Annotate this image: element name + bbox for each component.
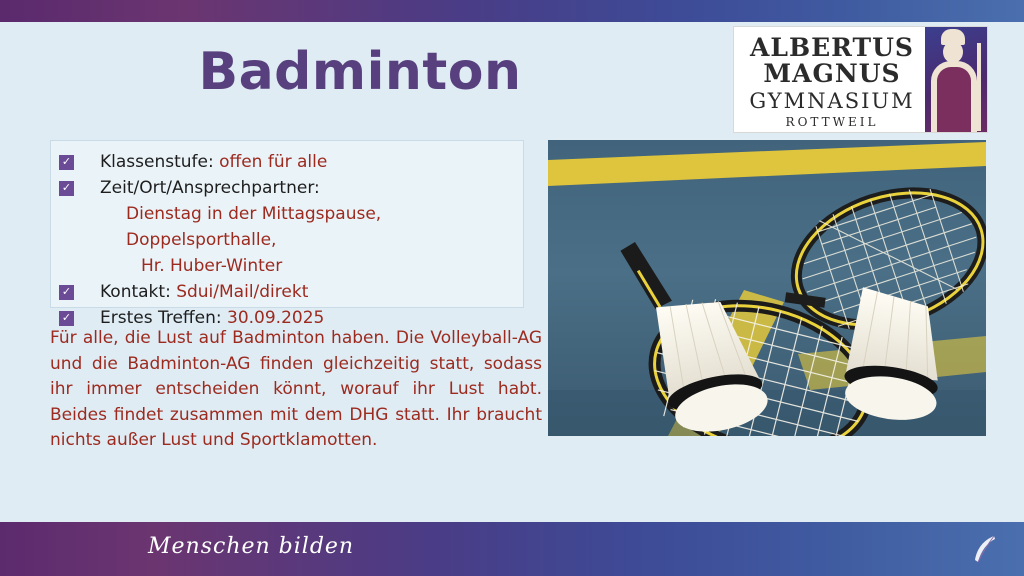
badminton-rackets-and-shuttlecocks-photo	[548, 140, 986, 436]
description-paragraph: Für alle, die Lust auf Badminton haben. Die Volleyball-AG und die Badminton-AG finden gleichzeitig statt, sodass ihr immer entscheiden könnt, worauf ihr Lust habt. Beides findet zusammen mit dem DHG statt. Ihr braucht nichts außer Lust und Sportklamotten.	[50, 328, 542, 450]
footer-slogan: Menschen bilden	[148, 534, 355, 559]
figure-head-shape	[943, 41, 963, 63]
logo-text	[742, 33, 922, 129]
check-icon: ✓	[59, 285, 74, 300]
sub-line-2: Hr. Huber-Winter	[141, 256, 283, 276]
check-icon: ✓	[59, 311, 74, 326]
check-icon: ✓	[59, 155, 74, 170]
logo-line-1: ALBERTUS	[750, 33, 914, 62]
figure-robe-shape	[937, 67, 971, 132]
quill-icon	[972, 534, 998, 564]
list-item	[51, 175, 523, 201]
list-item	[51, 279, 523, 305]
list-item-label: Kontakt:	[100, 282, 177, 302]
list-item-label: Zeit/Ort/Ansprechpartner:	[100, 178, 320, 198]
logo-line-2: MAGNUS	[763, 59, 901, 88]
list-item-text	[100, 279, 308, 305]
list-item-value: offen für alle	[219, 152, 328, 172]
school-logo	[733, 26, 988, 133]
list-item-text	[100, 149, 327, 175]
list-item-text	[100, 175, 320, 201]
sub-line-1: Dienstag in der Mittagspause, Doppelsporthalle,	[126, 204, 382, 250]
bishop-figure-icon	[925, 27, 987, 132]
logo-line-4: ROTTWEIL	[785, 115, 879, 129]
crosier-staff-shape	[977, 43, 981, 131]
page-title: Badminton	[198, 42, 522, 102]
info-box	[50, 140, 524, 328]
logo-line-3: GYMNASIUM	[749, 89, 915, 113]
check-icon: ✓	[59, 181, 74, 196]
list-item	[51, 149, 523, 175]
bottom-gradient-bar	[0, 522, 1024, 576]
list-item-label: Erstes Treffen:	[100, 308, 228, 328]
list-item-label: Klassenstufe:	[100, 152, 220, 172]
list-item-value: 30.09.2025	[227, 308, 325, 328]
top-gradient-bar	[0, 0, 1024, 22]
list-item-value: Sdui/Mail/direkt	[176, 282, 309, 302]
